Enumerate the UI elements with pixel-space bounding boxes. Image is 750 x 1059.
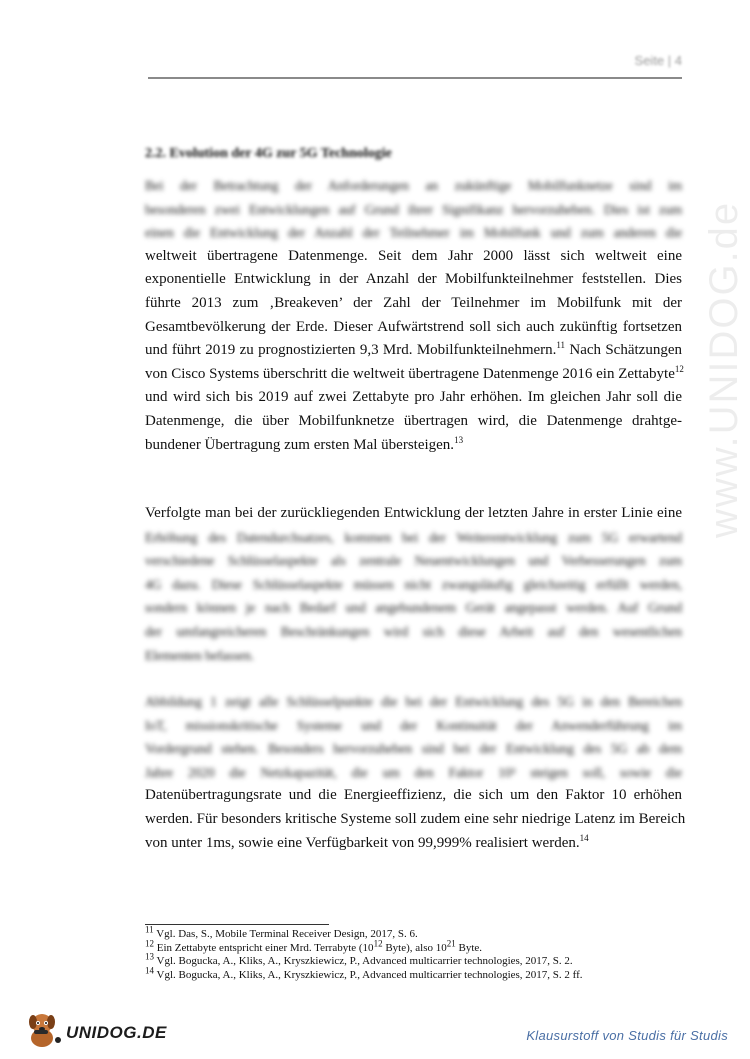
footnote-number: 13 (145, 951, 154, 962)
footnote-text: Vgl. Bogucka, A., Kliks, A., Kryszkiewicz, P., Advanced multicarrier technologies, 2017, S. 2 ff. (154, 968, 583, 981)
text-line: Datenmenge, die über Mobilfunknetze übertragen wird, die Datenmenge drahtge- (145, 412, 682, 429)
text-line: exponentielle Entwicklung in der Anzahl der Mobilfunkteilnehmer feststellen. Dies (145, 271, 682, 288)
text-line: Jahre 2020 die Netzkapazität, die um den Faktor 10³ steigen soll, sowie die (145, 764, 682, 780)
watermark: www.UNIDOG.de (702, 200, 746, 538)
text-line: 4G dazu. Diese Schlüsselaspekte müssen nicht zwangsläufig gleichzeitig erfüllt werden, (145, 576, 682, 592)
footnote (145, 951, 682, 969)
text-line: der umfangreicheren Beschränkungen wird sich diese Arbeit auf den wesentlichen (145, 623, 682, 639)
text-line: Gesamtbevölkerung der Erde. Dieser Aufwärtstrend soll sich auch zukünftig fortsetzen (145, 318, 682, 335)
text-line: Erhöhung des Datendurchsatzes, kommen bei der Weiterentwicklung zum 5G erwartend (145, 529, 682, 545)
footnote (145, 964, 682, 983)
footnote (145, 937, 682, 956)
footnote-text: Byte), also 10 (382, 941, 447, 954)
footnote-ref[interactable]: 13 (454, 434, 464, 445)
footnote-text: Ein Zettabyte entspricht einer Mrd. Terrabyte (10 (154, 941, 374, 954)
header-rule (148, 77, 682, 79)
text-line: Bei der Betrachtung der Anforderungen an zukünftige Mobilfunknetze sind im (145, 178, 682, 193)
dog-mascot-icon (22, 1010, 66, 1050)
text-line: führte 2013 zum ‚Breakeven’ der Zahl der Teilnehmer im Mobilfunk mit der (145, 294, 682, 311)
text-span: Nach Schätzungen (565, 342, 682, 359)
footnote-text: Vgl. Das, S., Mobile Terminal Receiver Design, 2017, S. 6. (153, 928, 418, 940)
text-span: und führt 2019 zu prognostizierten 9,3 Mrd. Mobilfunkteilnehmern. (145, 342, 557, 359)
footnotes (145, 924, 682, 982)
text-span: von Cisco Systems überschritt die weltweit übertragene Datenmenge 2016 ein Zettabyte (145, 365, 675, 382)
exponent: 21 (446, 937, 456, 948)
text-line: Vordergrund stehen. Besonders hervorzuheben sind bei der Entwicklung des 5G ab dem (145, 741, 682, 757)
text-span: bundener Übertragung zum ersten Mal übersteigen. (145, 436, 455, 453)
logo-text: UNIDOG.DE (66, 1023, 167, 1042)
text-line: weltweit übertragene Datenmenge. Seit dem Jahr 2000 lässt sich weltweit eine (145, 247, 682, 264)
footnote-number: 11 (145, 924, 154, 935)
text-line: einen die Entwicklung der Anzahl der Teilnehmer im Mobilfunk und zum anderen die (145, 225, 682, 241)
text-line: Abbildung 1 zeigt alle Schlüsselpunkte die bei der Entwicklung des 5G in den Bereichen (145, 694, 682, 709)
footnote-number: 14 (145, 964, 154, 975)
unidog-logo[interactable] (22, 1010, 167, 1050)
text-line (145, 434, 682, 458)
footnote-number: 12 (145, 937, 154, 948)
text-line: besonderen zwei Entwicklungen auf Grund ihrer Signifikanz hervorzuheben. Dies ist zum (145, 201, 682, 217)
text-line: Datenübertragungsrate und die Energieeffizienz, die sich um den Faktor 10 erhöhen (145, 787, 682, 804)
text-line: verschiedene Schlüsselaspekte als zentrale Neuentwicklungen und Verbesserungen zum (145, 553, 682, 569)
footnote-ref[interactable]: 12 (674, 363, 684, 374)
text-line (145, 363, 682, 387)
paragraph-2 (145, 502, 682, 667)
text-line (145, 832, 682, 856)
text-line: Verfolgte man bei der zurückliegenden Entwicklung der letzten Jahre in erster Linie eine (145, 505, 682, 521)
paragraph-3 (145, 690, 686, 855)
footnote-ref[interactable]: 14 (579, 832, 589, 843)
paragraph-1 (145, 174, 682, 457)
text-line: Elementen befassen. (145, 647, 255, 663)
text-span: von unter 1ms, sowie eine Verfügbarkeit von 99,999% realisiert werden. (145, 834, 580, 851)
page-number: Seite | 4 (634, 53, 682, 68)
footnote-ref[interactable]: 11 (556, 340, 566, 351)
text-line: sondern können je nach Bedarf und angebundenem Gerät angepasst werden. Auf Grund (145, 600, 682, 616)
section-heading: 2.2. Evolution der 4G zur 5G Technologie (145, 146, 392, 161)
footnote (145, 924, 682, 942)
footnote-text: Vgl. Bogucka, A., Kliks, A., Kryszkiewicz, P., Advanced multicarrier technologies, 2017, S. 2. (154, 955, 573, 967)
exponent: 12 (373, 937, 383, 948)
text-line: IoT, missionskritische Systeme und der Kontinuität der Anwenderführung im (145, 717, 682, 733)
text-line: werden. Für besonders kritische Systeme soll zudem eine sehr niedrige Latenz im Bereich (145, 810, 686, 827)
text-line (145, 339, 682, 363)
footnote-text: Byte. (455, 941, 483, 954)
footer-tagline: Klausurstoff von Studis für Studis (526, 1028, 728, 1043)
text-line: und wird sich bis 2019 auf zwei Zettabyte pro Jahr erhöhen. Im gleichen Jahr soll die (145, 389, 682, 406)
footnote-rule (145, 924, 329, 925)
